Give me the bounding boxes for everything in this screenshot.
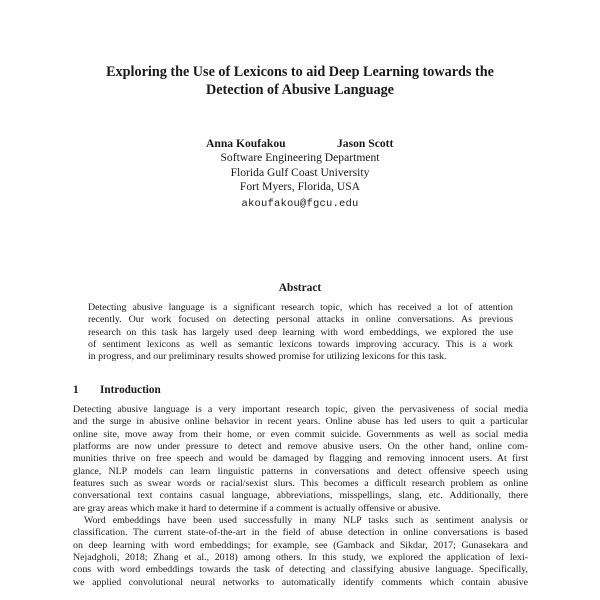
section-heading-introduction [73, 384, 161, 396]
intro-line: cons with word embeddings towards the task of detecting and classifying abusive language. Specifically, [73, 564, 528, 576]
title-line-1: Exploring the Use of Lexicons to aid Deep Learning towards the [106, 64, 494, 80]
author-1: Anna Koufakou [206, 137, 286, 150]
intro-line: Nejadgholi, 2018; Zhang et al., 2018) among others. In this study, we explored the application of lexi- [73, 552, 528, 564]
intro-line: conversational text contains casual language, abbreviations, misspellings, slang, etc. Additionally, there [73, 490, 528, 502]
affiliation [0, 151, 600, 194]
section-title: Introduction [100, 384, 161, 396]
author-2: Jason Scott [337, 137, 394, 150]
intro-line: classification. The current state-of-the-art in the field of abuse detection in online conversations is based [73, 527, 528, 539]
intro-line: glance, NLP models can learn linguistic patterns in conversations and detect offensive speech using [73, 465, 528, 477]
abstract-line: research on this task has largely used deep learning with word embeddings, we explored the use [88, 326, 513, 338]
author-block [0, 137, 600, 211]
abstract-heading: Abstract [278, 282, 322, 294]
abstract-line: of sentiment lexicons as well as semantic lexicons towards improving accuracy. This is a work [88, 339, 513, 351]
intro-line: online site, move away from their home, or even commit suicide. Governments as well as social media [73, 428, 528, 440]
introduction-body [73, 404, 528, 589]
affiliation-line-1: Software Engineering Department [220, 151, 380, 165]
intro-line: and the surge in abusive online behavior in recent years. Online abuse has led users to quit a particular [73, 416, 528, 428]
title-line-2: Detection of Abusive Language [206, 81, 394, 98]
intro-line: on deep learning with word embeddings; for example, see (Gamback and Sikdar, 2017; Gunasekara and [73, 539, 528, 551]
intro-line: platforms are now under pressure to detect and remove abusive users. On the other hand, online com- [73, 441, 528, 453]
abstract-line: recently. Our work focused on detecting personal attacks in online conversations. As previous [88, 314, 513, 326]
abstract-line: Detecting abusive language is a significant research topic, which has received a lot of attention [88, 302, 513, 313]
abstract-line: in progress, and our preliminary results showed promise for utilizing lexicons for this task. [88, 351, 447, 363]
section-number: 1 [73, 384, 79, 396]
intro-line: Word embeddings have been used successfully in many NLP tasks such as sentiment analysis or [84, 515, 528, 527]
intro-line: features such as swear words or racial/sexist slurs. This becomes a difficult research problem as online [73, 478, 528, 490]
intro-line: are gray areas which make it hard to determine if a comment is actually offensive or abusive. [73, 502, 441, 514]
abstract-body [88, 302, 513, 364]
author-names [0, 137, 600, 151]
paper-title [60, 64, 540, 99]
affiliation-line-2: Florida Gulf Coast University [230, 165, 370, 179]
intro-line: munities thrive on free speech and would be damaged by flagging and removing innocent users. At first [73, 453, 528, 465]
author-email: akoufakou@fgcu.edu [241, 197, 359, 210]
intro-line: we applied convolutional neural networks to automatically identify comments which contain abusive [73, 576, 528, 588]
affiliation-line-3: Fort Myers, Florida, USA [239, 180, 361, 194]
intro-line: Detecting abusive language is a very important research topic, given the pervasiveness of social media [73, 404, 528, 415]
